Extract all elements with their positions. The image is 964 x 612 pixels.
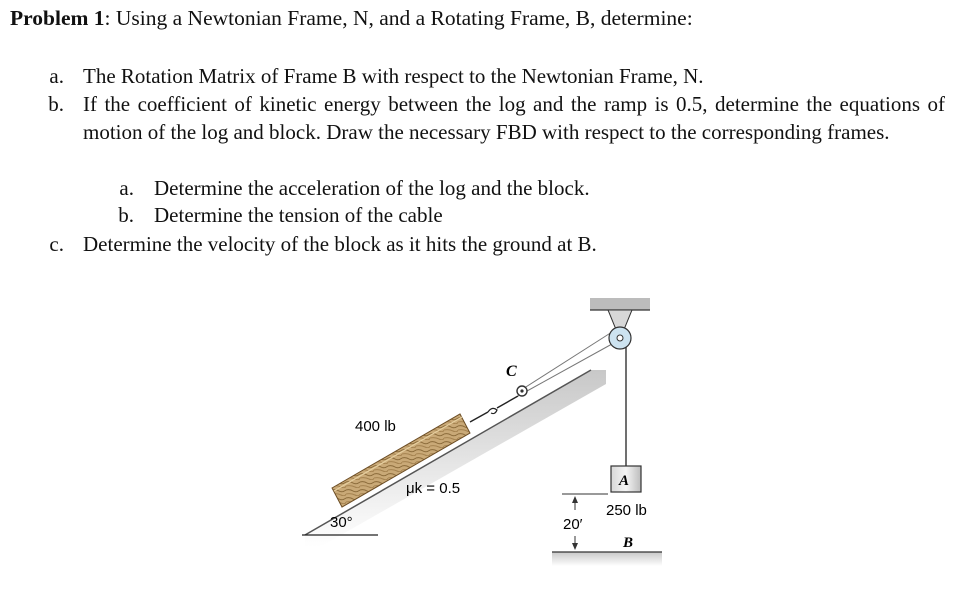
item-text: If the coefficient of kinetic energy between the log and the ramp is 0.5, determine the equations of motion of the log and block. Draw the necessary FBD with respect to the corresponding frames. [83,92,945,144]
sub-item-marker: a. [119,176,134,200]
item-marker: c. [49,232,64,256]
item-text: The Rotation Matrix of Frame B with respect to the Newtonian Frame, N. [83,64,704,88]
sub-item-text: Determine the tension of the cable [154,203,443,227]
incline-angle-label: 30° [330,514,353,531]
ceiling-pulley [590,298,650,349]
sub-item-marker: b. [118,203,134,227]
sub-item-text: Determine the acceleration of the log and the block. [154,176,590,200]
block-a-label: A [619,473,630,489]
ground-b [552,552,662,566]
pulley-c-label: C [506,363,517,380]
item-text: Determine the velocity of the block as it hits the ground at B. [83,232,597,256]
problem-heading [10,6,693,31]
item-marker: a. [49,64,64,88]
pulley-c [517,386,527,396]
ground-b-label: B [623,535,634,551]
mechanics-figure [290,288,690,588]
problem-label: Problem 1 [10,6,105,30]
height-label: 20′ [563,516,583,533]
item-marker: b. [48,92,64,116]
problem-statement: : Using a Newtonian Frame, N, and a Rotating Frame, B, determine: [104,6,693,30]
friction-label: μk = 0.5 [406,480,461,497]
log-weight-label: 400 lb [355,418,396,435]
block-weight-label: 250 lb [606,502,647,519]
